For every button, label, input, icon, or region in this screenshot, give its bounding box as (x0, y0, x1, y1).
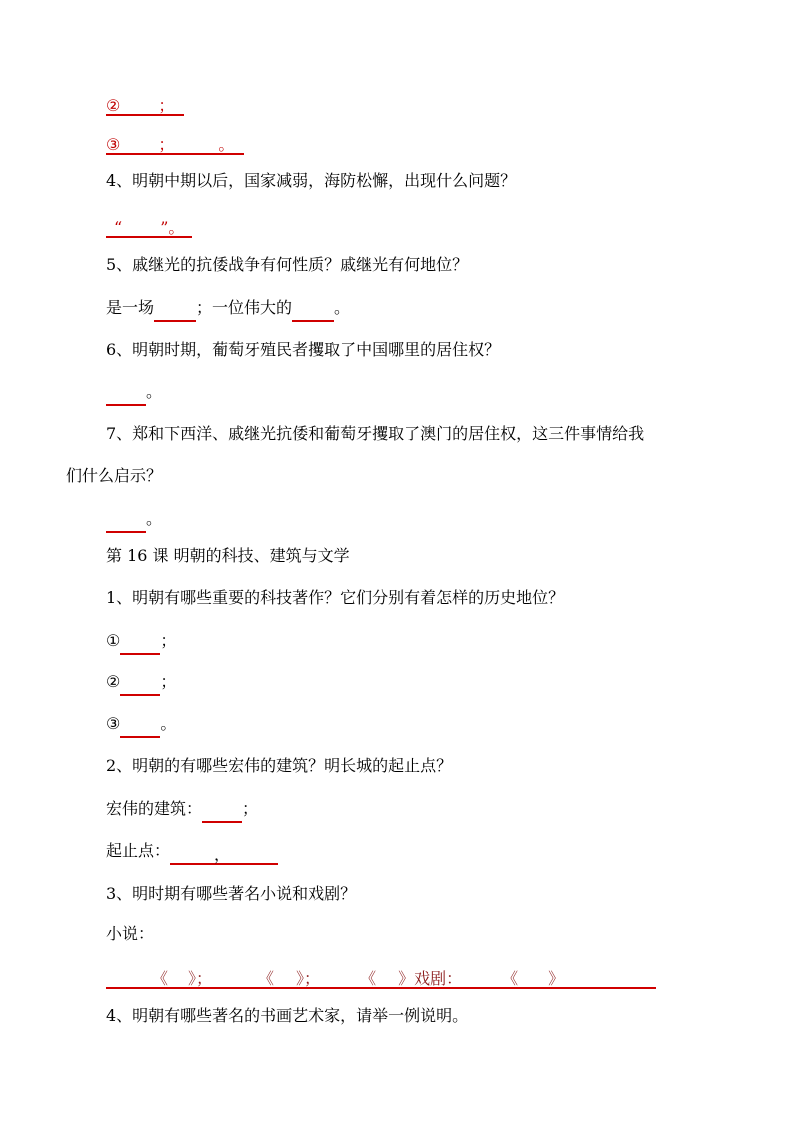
book-title-open: 《 (502, 969, 519, 988)
answer-blank[interactable] (106, 92, 184, 116)
answer-blank[interactable] (120, 714, 160, 738)
book-title-open: 《 (360, 969, 377, 988)
question-16-4: 4、明朝有哪些著名的书画艺术家，请举一例说明。 (106, 1006, 469, 1025)
period: 。 (160, 714, 177, 733)
circled-number: ③ (106, 714, 121, 733)
close-quote: ”。 (160, 218, 185, 237)
answer-16-2a (106, 795, 258, 823)
answer-label: 宏伟的建筑： (106, 799, 203, 818)
answer-blank[interactable] (106, 382, 146, 406)
circled-number: ② (106, 96, 121, 115)
period: 。 (334, 298, 351, 317)
answer-blank[interactable] (106, 965, 656, 989)
book-title-open: 《 (152, 969, 169, 988)
question-16-2: 2、明朝的有哪些宏伟的建筑？明长城的起止点？ (106, 756, 453, 775)
answer-16-3-label: 小说： (106, 924, 155, 943)
book-title-close: 》； (188, 969, 213, 988)
book-title-close: 》戏剧： (398, 969, 463, 988)
answer-blank[interactable] (154, 298, 196, 322)
answer-16-1b (106, 668, 176, 696)
answer-line-2 (106, 88, 184, 116)
circled-number: ② (106, 672, 121, 691)
answer-blank[interactable] (120, 631, 160, 655)
answer-blank[interactable] (202, 799, 242, 823)
circled-number: ③ (106, 135, 121, 154)
circled-number: ① (106, 631, 121, 650)
question-5: 5、戚继光的抗倭战争有何性质？戚继光有何地位？ (106, 255, 469, 274)
period: 。 (146, 509, 163, 528)
answer-16-3-works (106, 961, 656, 989)
answer-blank[interactable] (120, 672, 160, 696)
separator: ； (160, 672, 177, 691)
book-title-open: 《 (258, 969, 275, 988)
answer-16-1c (106, 710, 176, 738)
answer-16-1a (106, 627, 176, 655)
separator: ； (158, 96, 175, 115)
answer-6 (106, 378, 162, 406)
question-16-1: 1、明朝有哪些重要的科技著作？它们分别有着怎样的历史地位？ (106, 588, 565, 607)
question-7-line-2: 们什么启示？ (66, 466, 163, 485)
period: 。 (146, 382, 163, 401)
answer-label: 起止点： (106, 841, 171, 860)
answer-blank[interactable] (106, 131, 244, 155)
answer-blank[interactable] (106, 509, 146, 533)
period: 。 (218, 135, 235, 154)
answer-label: 是一场 (106, 298, 155, 317)
book-title-close: 》； (296, 969, 321, 988)
answer-7 (106, 505, 162, 533)
answer-label: ；一位伟大的 (196, 298, 293, 317)
answer-blank[interactable] (106, 214, 192, 238)
answer-blank[interactable] (292, 298, 334, 322)
answer-16-2b (106, 837, 278, 865)
answer-4 (106, 210, 192, 238)
open-quote: “ (114, 218, 123, 237)
question-7-line-1: 7、郑和下西洋、戚继光抗倭和葡萄牙攫取了澳门的居住权，这三件事情给我 (106, 424, 645, 443)
separator: ， (214, 845, 231, 864)
question-16-3: 3、明时期有哪些著名小说和戏剧？ (106, 884, 357, 903)
lesson-16-heading: 第 16 课 明朝的科技、建筑与文学 (106, 546, 350, 565)
separator: ； (242, 799, 259, 818)
book-title-close: 》 (548, 969, 565, 988)
question-6: 6、明朝时期，葡萄牙殖民者攫取了中国哪里的居住权？ (106, 340, 501, 359)
answer-blank[interactable] (170, 841, 278, 865)
question-4: 4、明朝中期以后，国家减弱，海防松懈，出现什么问题？ (106, 171, 517, 190)
separator: ； (158, 135, 175, 154)
answer-line-3 (106, 127, 244, 155)
separator: ； (160, 631, 177, 650)
answer-5 (106, 294, 350, 322)
